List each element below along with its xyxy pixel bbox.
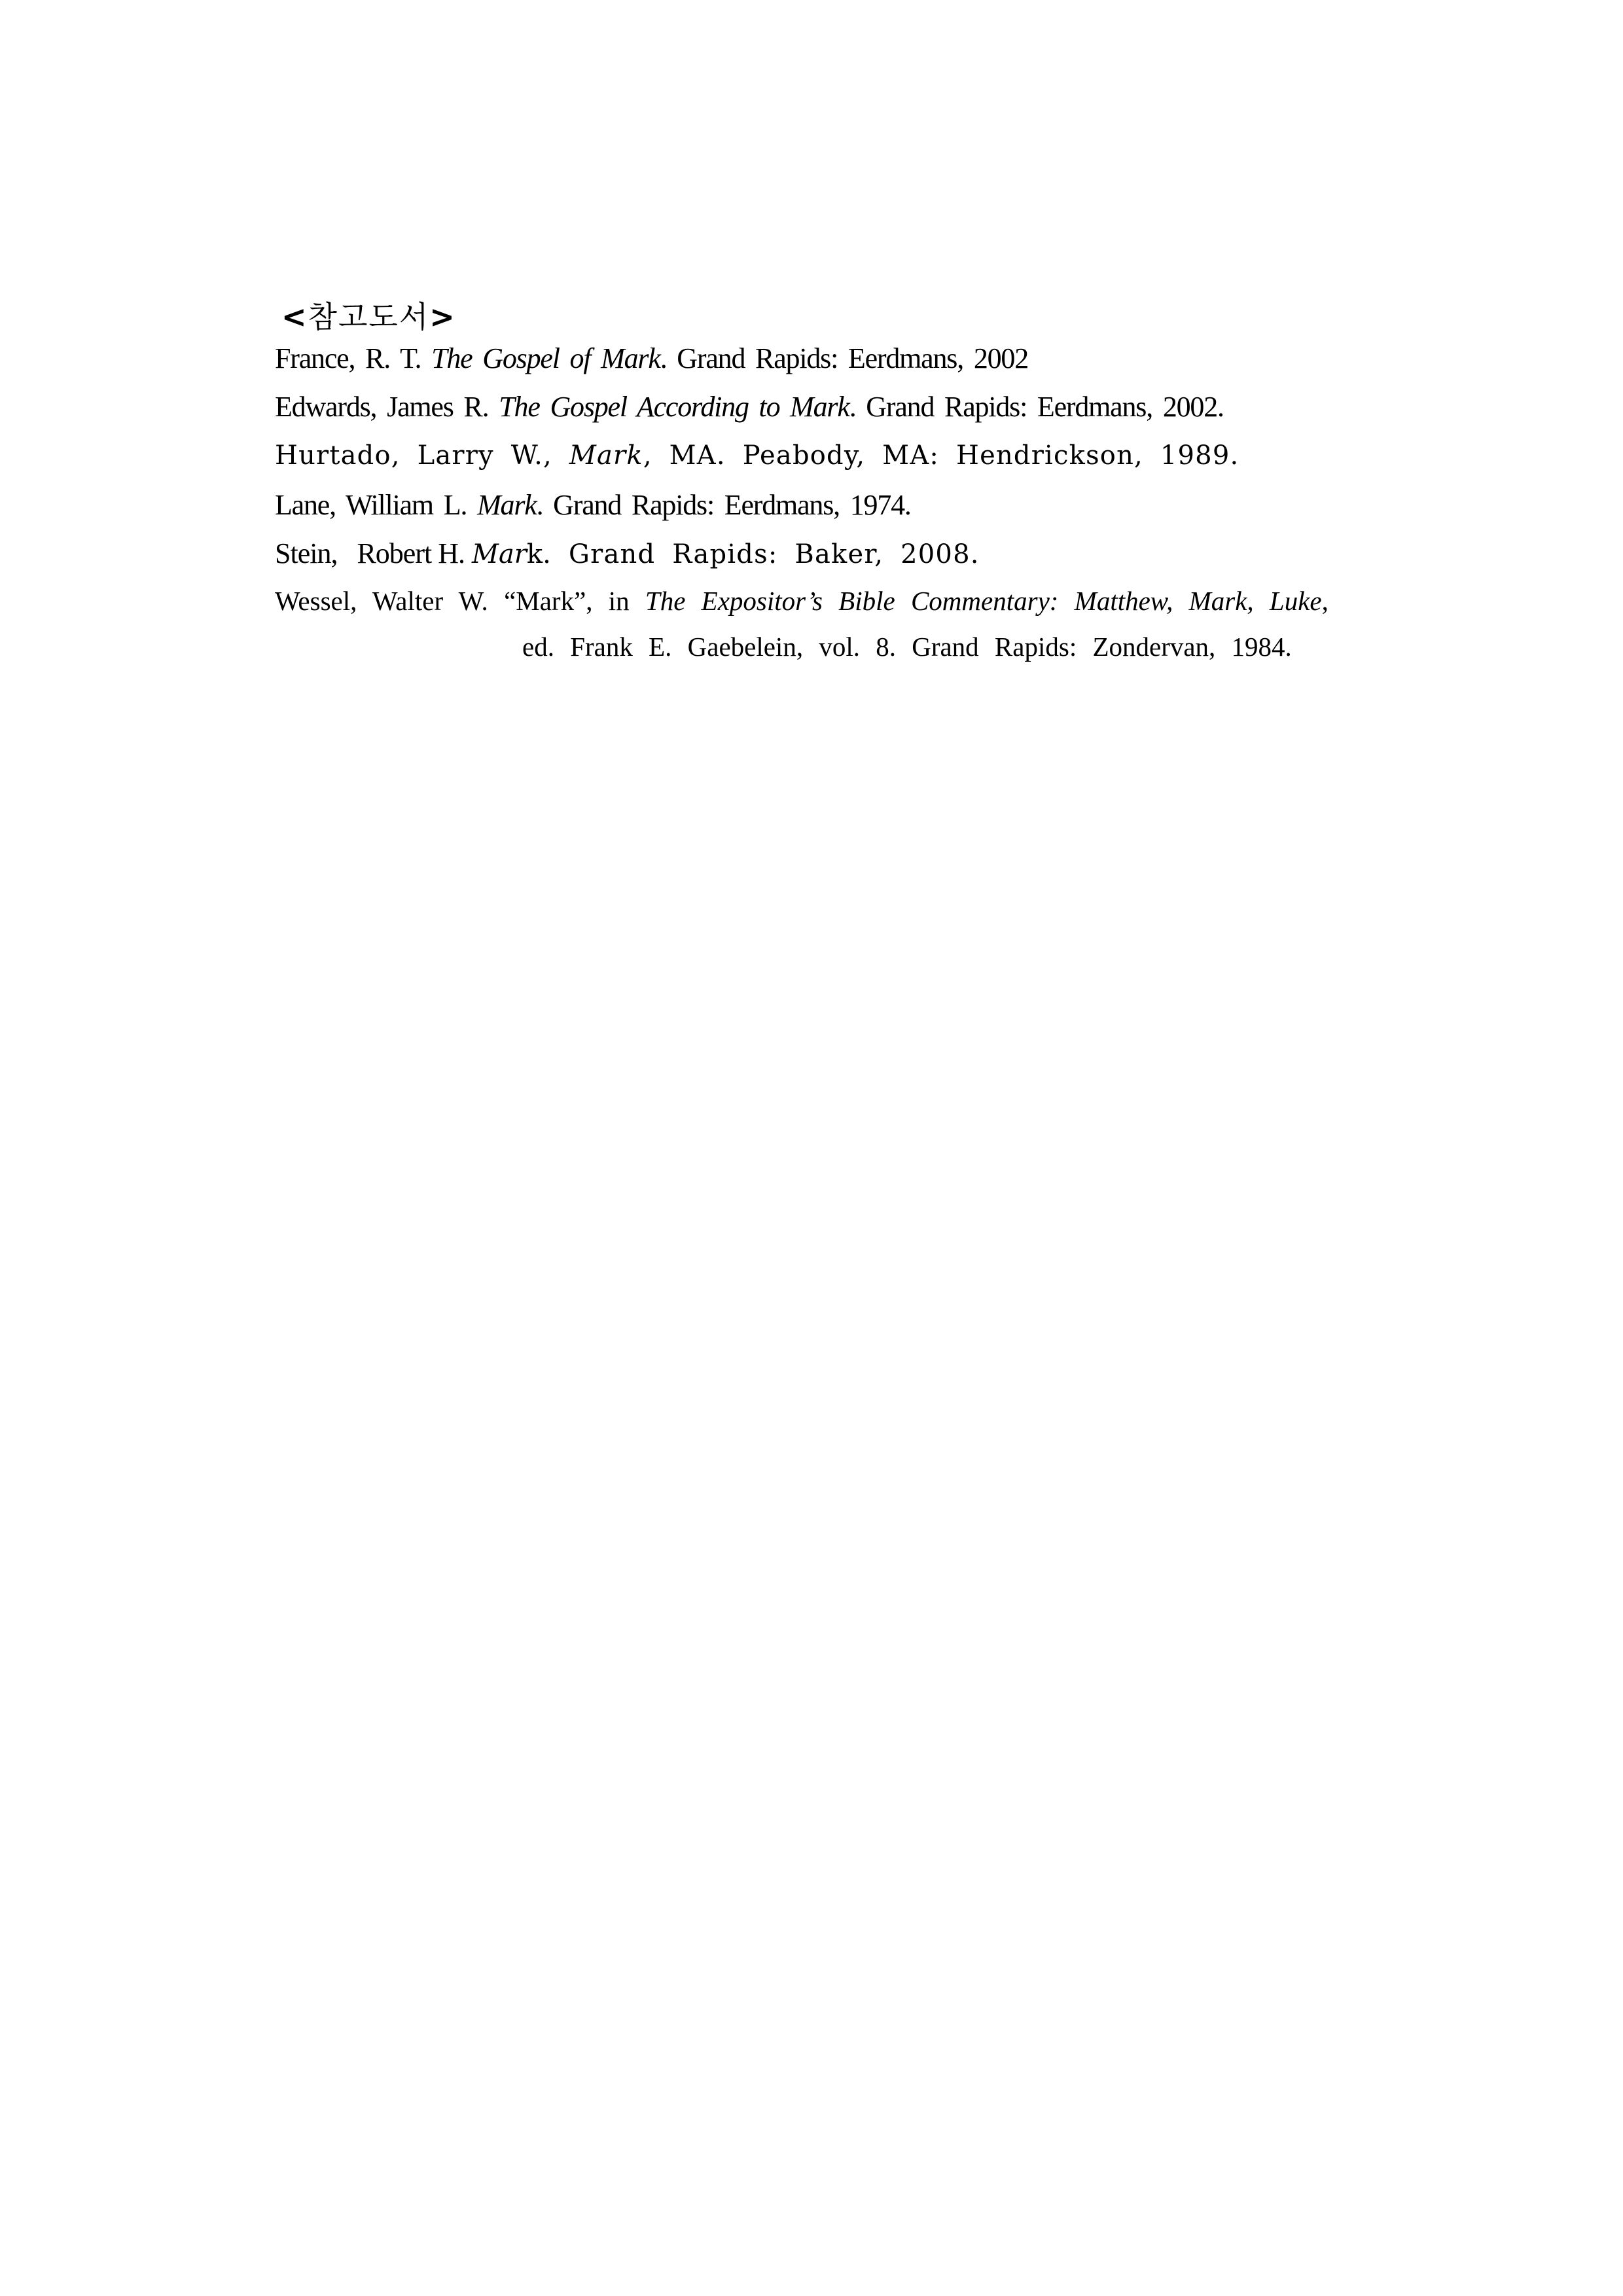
reference-author: Stein,: [275, 537, 338, 569]
reference-author: Edwards, James R.: [275, 391, 489, 423]
reference-publication: ,: [1321, 586, 1329, 616]
reference-title: Mar: [471, 539, 527, 569]
reference-hurtado: [275, 440, 1239, 471]
heading-text: 참고도서: [308, 299, 430, 334]
reference-wessel: [275, 585, 1329, 617]
reference-france: [275, 342, 1028, 376]
reference-edwards: [275, 390, 1224, 425]
reference-title: The Expositor’s Bible Commentary: Matthew, Mark, Luke: [645, 586, 1322, 616]
heading-close-bracket: >: [429, 299, 456, 334]
reference-publication: . Grand Rapids: Eerdmans, 1974.: [536, 489, 911, 521]
reference-title-tail: k: [526, 539, 543, 569]
reference-author: Wessel, Walter W.: [275, 586, 488, 616]
reference-title: The Gospel According to Mark: [499, 391, 849, 423]
reference-article: “Mark”, in: [504, 586, 630, 616]
bibliography-heading: [281, 293, 456, 336]
reference-publication: . Grand Rapids: Baker, 2008.: [543, 539, 980, 569]
reference-title: Mark: [477, 489, 537, 521]
reference-publication: , MA. Peabody, MA: Hendrickson, 1989.: [643, 440, 1240, 471]
reference-wessel-continuation: ed. Frank E. Gaebelein, vol. 8. Grand Rapids: Zondervan, 1984.: [522, 632, 1292, 662]
reference-title: The Gospel of Mark: [431, 342, 660, 374]
reference-stein: [275, 537, 980, 571]
reference-publication: . Grand Rapids: Eerdmans, 2002.: [849, 391, 1224, 423]
reference-author: Hurtado, Larry W.,: [275, 440, 552, 471]
reference-lane: [275, 488, 911, 523]
heading-open-bracket: <: [281, 299, 308, 334]
reference-author-given: Robert H.: [357, 537, 465, 569]
reference-title: Mark: [569, 440, 643, 471]
reference-publication: . Grand Rapids: Eerdmans, 2002: [660, 342, 1029, 374]
reference-author: Lane, William L.: [275, 489, 467, 521]
reference-author: France, R. T.: [275, 342, 421, 374]
